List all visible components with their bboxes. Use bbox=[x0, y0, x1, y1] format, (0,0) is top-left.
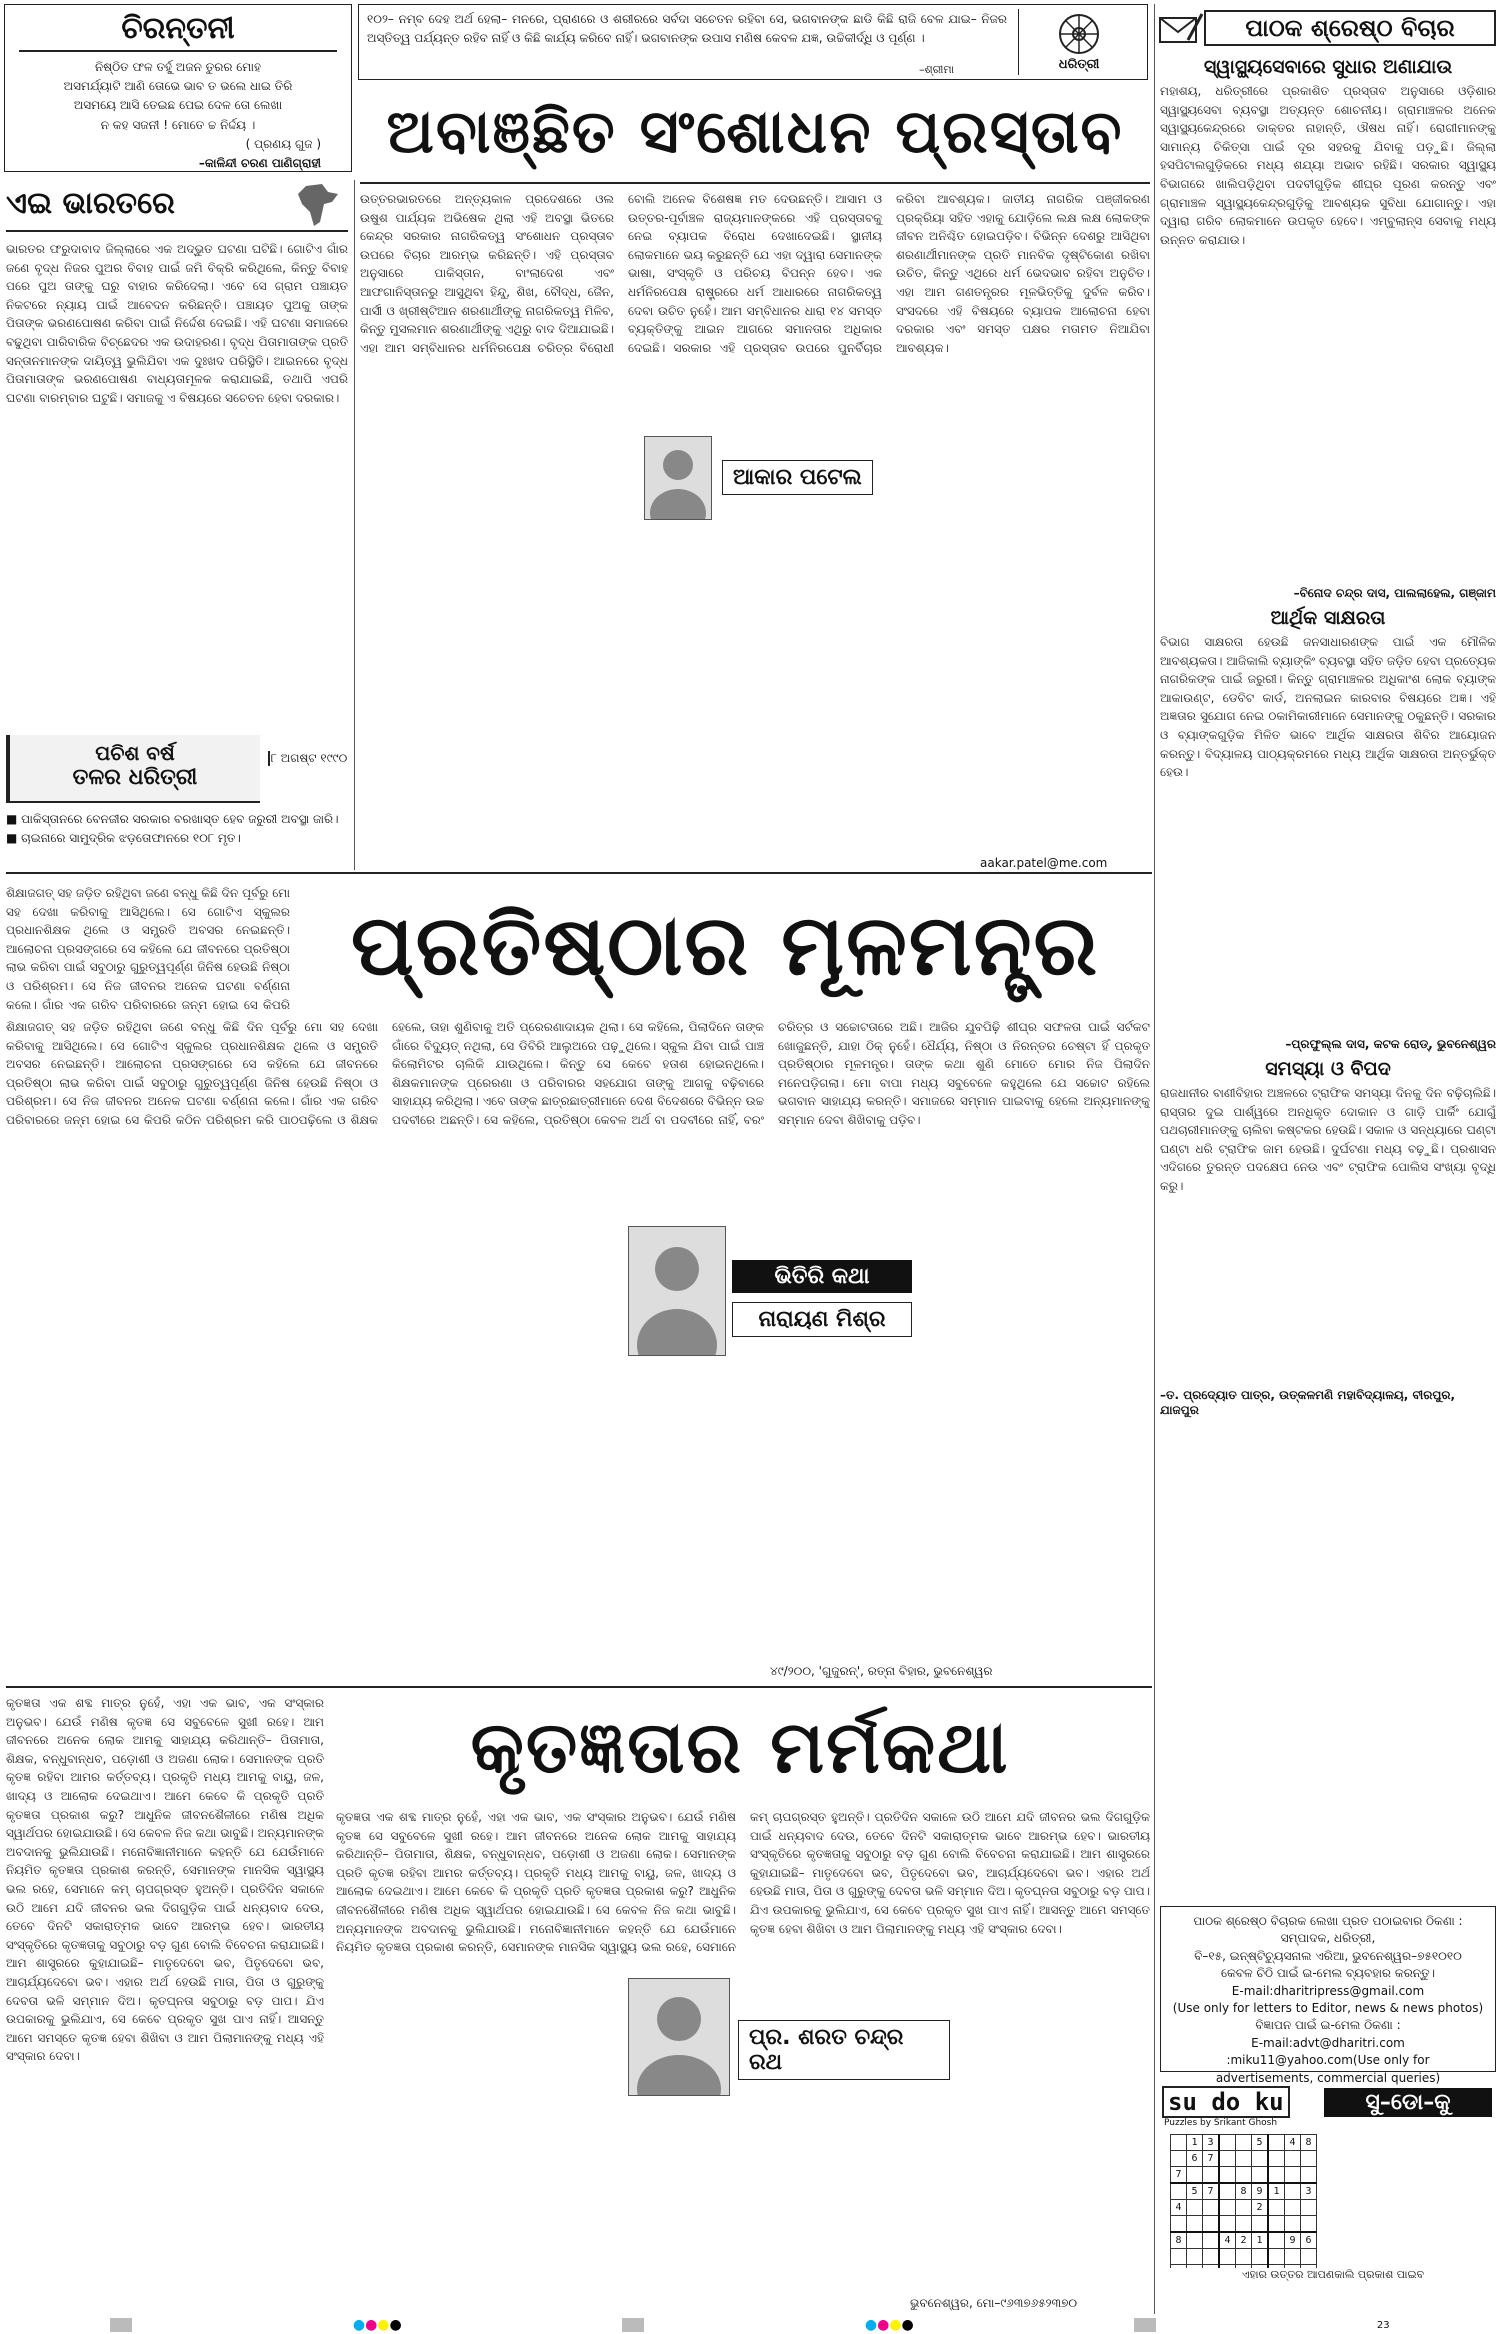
bottom-byline-block bbox=[620, 1970, 950, 2100]
sudoku-cell[interactable] bbox=[1219, 2167, 1236, 2184]
color-dots: ●●●● bbox=[352, 2317, 402, 2333]
sudoku-cell[interactable] bbox=[1236, 2167, 1252, 2184]
sudoku-cell[interactable]: 5 bbox=[1187, 2183, 1203, 2200]
contact-line: ବିଜ୍ଞାପନ ପାଇଁ ଇ-ମେଲ ଠିକଣା : bbox=[1255, 2018, 1401, 2033]
bottom-body: କୃତଜ୍ଞତା ଏକ ଶବ୍ଦ ମାତ୍ର ନୁହେଁ, ଏହା ଏକ ଭାବ, ଏକ ସଂସ୍କାର ଅନୁଭବ। ଯେଉଁ ମଣିଷ କୃତଜ୍ଞ ସେ ସବୁବେଳେ ସୁଖୀ ରହେ। ଆମ ଜୀବନରେ ଅନେକ ଲୋକ ଆମକୁ ସାହାଯ୍ୟ କରିଥାନ୍ତି– ପିତାମାତା, ଶିକ୍ଷକ, ବନ୍ଧୁବାନ୍ଧବ, ପଡ଼ୋଶୀ ଓ ଅଜଣା ଲୋକ। ସେମାନଙ୍କ ପ୍ରତି କୃତଜ୍ଞ ରହିବା ଆମର କର୍ତ୍ତବ୍ୟ। ପ୍ରକୃତି ମଧ୍ୟ ଆମକୁ ବାୟୁ, ଜଳ, ଖାଦ୍ୟ ଓ ଆଲୋକ ଦେଇଥାଏ। ଆମେ କେବେ କି ପ୍ରକୃତି ପ୍ରତି କୃତଜ୍ଞତା ପ୍ରକାଶ କରୁ? ଆଧୁନିକ ଜୀବନଶୈଳୀରେ ମଣିଷ ଅଧିକ ସ୍ୱାର୍ଥପର ହୋଇଯାଉଛି। ସେ କେବଳ ନିଜ କଥା ଭାବୁଛି। ଅନ୍ୟମାନଙ୍କ ଅବଦାନକୁ ଭୁଲିଯାଉଛି। ମନୋବିଜ୍ଞାନୀମାନେ କହନ୍ତି ଯେ ଯେଉଁମାନେ ନିୟମିତ କୃତଜ୍ଞତା ପ୍ରକାଶ କରନ୍ତି, ସେମାନଙ୍କ ମାନସିକ ସ୍ୱାସ୍ଥ୍ୟ ଭଲ ରହେ, ସେମାନେ କମ୍ ଚାପଗ୍ରସ୍ତ ହୁଅନ୍ତି। ପ୍ରତିଦିନ ସକାଳେ ଉଠି ଆମେ ଯଦି ଜୀବନର ଭଲ ଦିଗଗୁଡ଼ିକ ପାଇଁ ଧନ୍ୟବାଦ ଦେଉ, ତେବେ ଦିନଟି ସକାରାତ୍ମକ ଭାବେ ଆରମ୍ଭ ହେବ। ଭାରତୀୟ ସଂସ୍କୃତିରେ କୃତଜ୍ଞତାକୁ ସବୁଠାରୁ ବଡ଼ ଗୁଣ ବୋଲି ବିବେଚନା କରାଯାଇଛି। ଆମ ଶାସ୍ତ୍ରରେ କୁହାଯାଇଛି– ମାତୃଦେବୋ ଭବ, ପିତୃଦେବୋ ଭବ, ଆଚାର୍ଯ୍ୟଦେବୋ ଭବ। ଏହାର ଅର୍ଥ ହେଉଛି ମାତା, ପିତା ଓ ଗୁରୁଙ୍କୁ ଦେବତା ଭଳି ସମ୍ମାନ ଦିଅ। କୃତଘ୍ନତା ସବୁଠାରୁ ବଡ଼ ପାପ। ଯିଏ ଉପକାରକୁ ଭୁଲିଯାଏ, ସେ କେବେ ପ୍ରକୃତ ସୁଖ ପାଏ ନାହିଁ। ଆସନ୍ତୁ ଆମେ ସମସ୍ତେ କୃତଜ୍ଞ ହେବା ଶିଖିବା ଓ ଆମ ପିଲାମାନଙ୍କୁ ମଧ୍ୟ ଏହି ସଂସ୍କାର ଦେବା। bbox=[336, 1810, 1150, 1955]
letter-body: ବିଭାଗ ସାକ୍ଷରତା ହେଉଛି ଜନସାଧାରଣଙ୍କ ପାଇଁ ଏକ ମୌଳିକ ଆବଶ୍ୟକତା। ଆଜିକାଲି ବ୍ୟାଙ୍କିଂ ବ୍ୟବସ୍ଥା ସହିତ ଜଡ଼ିତ ହେବା ପ୍ରତ୍ୟେକ ନାଗରିକଙ୍କ ପାଇଁ ଜରୁରୀ। କିନ୍ତୁ ଗ୍ରାମାଞ୍ଚଳର ଅଧିକାଂଶ ଲୋକ ବ୍ୟାଙ୍କ ଆକାଉଣ୍ଟ, ଡେବିଟ କାର୍ଡ, ଅନଲାଇନ କାରବାର ବିଷୟରେ ଅଜ୍ଞ। ଏହି ଅଜ୍ଞତାର ସୁଯୋଗ ନେଇ ଠକାମିକାରୀମାନେ ସେମାନଙ୍କୁ ଠକୁଛନ୍ତି। ସରକାର ଓ ବ୍ୟାଙ୍କଗୁଡ଼ିକ ମିଳିତ ଭାବେ ଆର୍ଥିକ ସାକ୍ଷରତା ଶିବିର ଆୟୋଜନ କରନ୍ତୁ। ବିଦ୍ୟାଳୟ ପାଠ୍ୟକ୍ରମରେ ମଧ୍ୟ ଆର୍ଥିକ ସାକ୍ଷରତା ଅନ୍ତର୍ଭୁକ୍ତ ହେଉ। bbox=[1160, 635, 1496, 780]
column-divider bbox=[1154, 4, 1155, 2314]
twentyfive-item: ପାକିସ୍ତାନରେ ବେନଜୀର ସରକାର ବରଖାସ୍ତ ହେବ ଜରୁରୀ ଅବସ୍ଥା ଜାରି। bbox=[21, 812, 339, 826]
sudoku-cell[interactable] bbox=[1252, 2167, 1269, 2184]
sudoku-cell[interactable] bbox=[1203, 2200, 1220, 2216]
sudoku-cell[interactable] bbox=[1187, 2249, 1203, 2265]
sudoku-cell[interactable] bbox=[1268, 2200, 1285, 2216]
sudoku-cell[interactable] bbox=[1219, 2151, 1236, 2167]
person-silhouette-icon bbox=[629, 1227, 725, 1355]
sudoku-cell[interactable] bbox=[1203, 2249, 1220, 2265]
sudoku-cell[interactable]: 4 bbox=[1285, 2135, 1301, 2151]
sudoku-cell[interactable]: 4 bbox=[1219, 2232, 1236, 2249]
sudoku-cell[interactable]: 7 bbox=[1203, 2151, 1220, 2167]
author-photo bbox=[628, 1978, 730, 2096]
contact-box bbox=[1160, 1906, 1496, 2085]
middle-body: ଶିକ୍ଷାଜଗତ୍ ସହ ଜଡ଼ିତ ରହିଥିବା ଜଣେ ବନ୍ଧୁ କିଛି ଦିନ ପୂର୍ବରୁ ମୋ ସହ ଦେଖା କରିବାକୁ ଆସିଥିଲେ। ସେ ଗୋଟିଏ ସ୍କୁଲର ପ୍ରଧାନଶିକ୍ଷକ ଥିଲେ ଓ ସମ୍ପ୍ରତି ଅବସର ନେଇଛନ୍ତି। ଆଲୋଚନା ପ୍ରସଙ୍ଗରେ ସେ କହିଲେ ଯେ ଜୀବନରେ ପ୍ରତିଷ୍ଠା ଲାଭ କରିବା ପାଇଁ ସବୁଠାରୁ ଗୁରୁତ୍ୱପୂର୍ଣ୍ଣ ଜିନିଷ ହେଉଛି ନିଷ୍ଠା ଓ ପରିଶ୍ରମ। ସେ ନିଜ ଜୀବନର ଅନେକ ଘଟଣା ବର୍ଣ୍ଣନା କଲେ। ଗାଁର ଏକ ଗରିବ ପରିବାରରେ ଜନ୍ମ ହୋଇ ସେ କିପରି କଠିନ ପରିଶ୍ରମ କରି ପାଠପଢ଼ିଲେ ଓ ଶିକ୍ଷକ ହେଲେ, ତାହା ଶୁଣିବାକୁ ଅତି ପ୍ରେରଣାଦାୟକ ଥିଲା। ସେ କହିଲେ, ପିଲାଦିନେ ତାଙ୍କ ଗାଁରେ ବିଦ୍ୟୁତ୍ ନଥିଲା, ସେ ଡିବିରି ଆଲୁଅରେ ପଢ଼ୁଥିଲେ। ସ୍କୁଲ ଯିବା ପାଇଁ ପାଞ୍ଚ କିଲୋମିଟର ଚାଲିକି ଯାଉଥିଲେ। କିନ୍ତୁ ସେ କେବେ ହତାଶ ହୋଇନଥିଲେ। ଶିକ୍ଷକମାନଙ୍କ ପ୍ରେରଣା ଓ ପରିବାରର ସହଯୋଗ ତାଙ୍କୁ ଆଗକୁ ବଢ଼ିବାରେ ସାହାଯ୍ୟ କରିଥିଲା। ଏବେ ତାଙ୍କ ଛାତ୍ରଛାତ୍ରୀମାନେ ଦେଶ ବିଦେଶରେ ବିଭିନ୍ନ ଉଚ୍ଚ ପଦବୀରେ ଅଛନ୍ତି। ସେ କହିଲେ, ପ୍ରତିଷ୍ଠା କେବଳ ଅର୍ଥ ବା ପଦବୀରେ ନାହିଁ, ବରଂ ଚରିତ୍ର ଓ ସଚ୍ଚୋଟତାରେ ଅଛି। ଆଜିର ଯୁବପିଢ଼ି ଶୀଘ୍ର ସଫଳତା ପାଇଁ ସର୍ଟକଟ ଖୋଜୁଛନ୍ତି, ଯାହା ଠିକ୍ ନୁହେଁ। ଧୈର୍ଯ୍ୟ, ନିଷ୍ଠା ଓ ନିରନ୍ତର ଚେଷ୍ଟା ହିଁ ପ୍ରକୃତ ପ୍ରତିଷ୍ଠାର ମୂଳମନ୍ତ୍ର। ତାଙ୍କ କଥା ଶୁଣି ମୋତେ ମୋର ନିଜ ପିଲାଦିନ ମନେପଡ଼ିଗଲା। ମୋ ବାପା ମଧ୍ୟ ସବୁବେଳେ କହୁଥିଲେ ଯେ ସଚ୍ଚୋଟ ରହିଲେ ଭଗବାନ ସାହାଯ୍ୟ କରନ୍ତି। ସମାଜରେ ସମ୍ମାନ ପାଇବାକୁ ହେଲେ ଅନ୍ୟମାନଙ୍କୁ ସମ୍ମାନ ଦେବା ଶିଖିବାକୁ ପଡ଼ିବ। bbox=[6, 1020, 1150, 1127]
sudoku-cell[interactable] bbox=[1219, 2249, 1236, 2265]
letters-column bbox=[1160, 56, 1496, 1426]
contact-line: advertisements, commercial queries) bbox=[1215, 2070, 1441, 2085]
sudoku-caption: ଏହାର ଉତ୍ତର ଆପଣକାଲି ପ୍ରକାଶ ପାଇବ bbox=[1241, 2268, 1425, 2281]
sudoku-cell[interactable]: 1 bbox=[1268, 2183, 1285, 2200]
sudoku-cell[interactable] bbox=[1285, 2249, 1301, 2265]
middle-byline: ନାରାୟଣ ମିଶ୍ର bbox=[732, 1302, 912, 1337]
sudoku-row bbox=[1171, 2249, 1317, 2265]
twentyfive-item: ଚାଇନାରେ ସାମୁଦ୍ରିକ ଝଡ଼ତୋଫାନରେ ୧୦୮ ମୃତ। bbox=[21, 830, 241, 845]
twentyfive-subtitle: ତଳର ଧରିତ୍ରୀ bbox=[72, 765, 198, 790]
sudoku-cell[interactable]: 8 bbox=[1236, 2183, 1252, 2200]
sudoku-cell[interactable]: 3 bbox=[1301, 2183, 1317, 2200]
sudoku-row bbox=[1171, 2183, 1317, 2200]
color-dots: ●●●● bbox=[864, 2317, 914, 2333]
sudoku-cell[interactable] bbox=[1285, 2151, 1301, 2167]
sudoku-cell[interactable] bbox=[1268, 2249, 1285, 2265]
sudoku-cell[interactable] bbox=[1301, 2200, 1317, 2216]
quote-box-title: ଚିରନ୍ତନୀ bbox=[19, 5, 337, 52]
contact-line: (Use only for letters to Editor, news & news photos) bbox=[1172, 2000, 1484, 2015]
list-item: ■ ଚାଇନାରେ ସାମୁଦ୍ରିକ ଝଡ଼ତୋଫାନରେ ୧୦୮ ମୃତ। bbox=[6, 830, 241, 845]
quote-line: ଅସମୟେ ଆସି ତେଇଛ ପେଇ ଦେଳ ତୋ ଲେଖା bbox=[73, 98, 283, 113]
sudoku-cell[interactable]: 9 bbox=[1252, 2183, 1269, 2200]
india-map-icon bbox=[292, 182, 342, 228]
sudoku-logo: su do ku bbox=[1162, 2086, 1290, 2118]
sudoku-cell[interactable]: 6 bbox=[1301, 2232, 1317, 2249]
author-photo bbox=[644, 436, 712, 520]
sudoku-title: ସୁ–ଡୋ–କୁ bbox=[1324, 2088, 1492, 2117]
sudoku-cell[interactable] bbox=[1203, 2232, 1220, 2249]
sudoku-cell[interactable]: 6 bbox=[1187, 2151, 1203, 2167]
contact-line: ବି–୧୫, ଇନ୍ଷ୍ଟିଚ୍ୟୁସନାଲ ଏରିଆ, ଭୁବନେଶ୍ୱର–୭୫୧୦୧୦ bbox=[1194, 1948, 1462, 1963]
sudoku-row bbox=[1171, 2216, 1317, 2233]
masthead-quote bbox=[358, 4, 1148, 80]
twentyfive-box bbox=[6, 735, 348, 807]
bharat-header bbox=[6, 180, 348, 232]
editorial-email: aakar.patel@me.com bbox=[980, 856, 1108, 870]
envelope-pen-icon bbox=[1158, 10, 1204, 46]
logo-area bbox=[1018, 9, 1139, 75]
sudoku-row bbox=[1171, 2232, 1317, 2249]
sudoku-cell[interactable] bbox=[1268, 2232, 1285, 2249]
sudoku-cell[interactable]: 7 bbox=[1171, 2167, 1187, 2184]
divider bbox=[6, 872, 1152, 874]
sudoku-cell[interactable] bbox=[1301, 2249, 1317, 2265]
middle-lead: ଶିକ୍ଷାଜଗତ୍ ସହ ଜଡ଼ିତ ରହିଥିବା ଜଣେ ବନ୍ଧୁ କିଛି ଦିନ ପୂର୍ବରୁ ମୋ ସହ ଦେଖା କରିବାକୁ ଆସିଥିଲେ। ସେ ଗୋଟିଏ ସ୍କୁଲର ପ୍ରଧାନଶିକ୍ଷକ ଥିଲେ ଓ ସମ୍ପ୍ରତି ଅବସର ନେଇଛନ୍ତି। ଆଲୋଚନା ପ୍ରସଙ୍ଗରେ ସେ କହିଲେ ଯେ ଜୀବନରେ ପ୍ରତିଷ୍ଠା ଲାଭ କରିବା ପାଇଁ ସବୁଠାରୁ ଗୁରୁତ୍ୱପୂର୍ଣ୍ଣ ଜିନିଷ ହେଉଛି ନିଷ୍ଠା ଓ ପରିଶ୍ରମ। ସେ ନିଜ ଜୀବନର ଅନେକ ଘଟଣା ବର୍ଣ୍ଣନା କଲେ। ଗାଁର ଏକ ଗରିବ ପରିବାରରେ ଜନ୍ମ ହୋଇ ସେ କିପରି bbox=[6, 886, 290, 1012]
column-divider bbox=[354, 180, 355, 870]
list-item: ■ ପାକିସ୍ତାନରେ ବେନଜୀର ସରକାର ବରଖାସ୍ତ ହେବ ଜରୁରୀ ଅବସ୍ଥା ଜାରି। bbox=[6, 812, 339, 826]
sudoku-cell[interactable] bbox=[1187, 2216, 1203, 2233]
sudoku-cell[interactable]: 9 bbox=[1285, 2232, 1301, 2249]
sudoku-cell[interactable] bbox=[1252, 2151, 1269, 2167]
sudoku-cell[interactable] bbox=[1171, 2249, 1187, 2265]
sudoku-cell[interactable] bbox=[1285, 2216, 1301, 2233]
page-number: 23 bbox=[1376, 2319, 1390, 2331]
sudoku-cell[interactable] bbox=[1285, 2183, 1301, 2200]
contact-line: ସମ୍ପାଦକ, ଧରିତ୍ରୀ, bbox=[1280, 1931, 1376, 1946]
sudoku-cell[interactable] bbox=[1268, 2216, 1285, 2233]
readers-header-title: ପାଠକ ଶ୍ରେଷ୍ଠ ବିଚାର bbox=[1204, 10, 1496, 46]
letter-author: –ପ୍ରଫୁଲ୍ଲ ଦାସ, କଟକ ରୋଡ୍, ଭୁବନେଶ୍ୱର bbox=[1285, 1037, 1496, 1051]
sudoku-cell[interactable] bbox=[1268, 2135, 1285, 2151]
sudoku-cell[interactable]: 8 bbox=[1171, 2232, 1187, 2249]
bottom-byline: ପ୍ର. ଶରତ ଚନ୍ଦ୍ର ରଥ bbox=[738, 2020, 950, 2080]
author-photo bbox=[628, 1226, 726, 1356]
registration-mark bbox=[1134, 2318, 1156, 2332]
sudoku-row bbox=[1171, 2200, 1317, 2216]
twentyfive-date: ୮ ଅଗଷ୍ଟ ୧୯୯୦ bbox=[268, 751, 348, 766]
divider bbox=[6, 1686, 1152, 1688]
letter-title: ସ୍ୱାସ୍ଥ୍ୟସେବାରେ ସୁଧାର ଅଣାଯାଉ bbox=[1203, 56, 1453, 78]
advt-email-link-2[interactable]: :miku11@yahoo.com(Use only for bbox=[1226, 2053, 1430, 2068]
letter-body: ରାଜଧାନୀର ବାଣୀବିହାର ଅଞ୍ଚଳରେ ଟ୍ରାଫିକ ସମସ୍ୟା ଦିନକୁ ଦିନ ବଢ଼ିଚାଲିଛି। ରାସ୍ତାର ଦୁଇ ପାର୍ଶ୍ୱରେ ଅନଧିକୃତ ଦୋକାନ ଓ ଗାଡ଼ି ପାର୍କିଂ ଯୋଗୁଁ ପଥଚାରୀମାନଙ୍କୁ ଚାଲିବା କଷ୍ଟକର ହେଉଛି। ସକାଳ ଓ ସନ୍ଧ୍ୟାରେ ଘଣ୍ଟା ଘଣ୍ଟା ଧରି ଟ୍ରାଫିକ ଜାମ ହେଉଛି। ଦୁର୍ଘଟଣା ମଧ୍ୟ ବଢ଼ୁଛି। ପ୍ରଶାସନ ଏଦିଗରେ ତୁରନ୍ତ ପଦକ୍ଷେପ ନେଉ ଏବଂ ଟ୍ରାଫିକ ପୋଲିସ ସଂଖ୍ୟା ବୃଦ୍ଧି କରୁ। bbox=[1160, 1086, 1496, 1193]
bharat-title: ଏଇ ଭାରତରେ bbox=[6, 186, 175, 221]
sudoku-cell[interactable] bbox=[1268, 2151, 1285, 2167]
quote-line: ଅସମର୍ଯ୍ୟାଟି ଆଣି ତୋଭେ ଭାବ ତ ଭଲେ ଧାଇ ତିରି bbox=[63, 79, 293, 94]
twentyfive-list bbox=[6, 810, 348, 847]
advt-email-link[interactable]: E-mail:advt@dharitri.com bbox=[1251, 2035, 1405, 2050]
sudoku-cell[interactable] bbox=[1236, 2216, 1252, 2233]
sudoku-cell[interactable] bbox=[1301, 2167, 1317, 2184]
masthead-quote-text: ୧୦୨– ନମ୍ବ ଦେହ ଅର୍ଥ ହେଲା– ମନରେ, ପ୍ରାଣରେ ଓ ଶରୀରରେ ସର୍ବଦା ସଚେତନ ରହିବା ସେ, ଭଗବାନଙ୍କ ଛାଡି କିଛି ରାଜି ବେଳ ଯାଇ– ନିଜର ଅସ୍ତିତ୍ୱ ପର୍ଯ୍ୟନ୍ତ ରହିବ ନାହିଁ ଓ କିଛି କାର୍ଯ୍ୟ କରିବେ ନାହିଁ। ଭଗବାନଙ୍କ ଉପାସ ମଣିଷ କେବଳ ଯଜ୍ଞ, ଉଚ୍ଚିକୀର୍ଦ୍ଧି ଓ ପୂର୍ଣ୍ଣ । bbox=[367, 12, 1007, 45]
twentyfive-title: ପଚିଶ ବର୍ଷ bbox=[95, 741, 175, 765]
bottom-signoff: ଭୁବନେଶ୍ୱର, ମୋ–୯୬୩୭୬୫୨୩୭୦ bbox=[910, 2296, 1078, 2310]
middle-byline-block bbox=[620, 1210, 920, 1370]
person-silhouette-icon bbox=[645, 437, 711, 519]
sudoku-cell[interactable] bbox=[1219, 2135, 1236, 2151]
sudoku-row bbox=[1171, 2167, 1317, 2184]
sudoku-cell[interactable] bbox=[1252, 2249, 1269, 2265]
bharat-body: ଭାରତର ଫରୁଦାବାଦ ଜିଲ୍ଲାରେ ଏକ ଅଦ୍ଭୁତ ଘଟଣା ଘଟିଛି। ଗୋଟିଏ ଗାଁର ଜଣେ ବୃଦ୍ଧ ନିଜର ପୁଅର ବିବାହ ପାଇଁ ଜମି ବିକ୍ରି କରିଥିଲେ, କିନ୍ତୁ ବିବାହ ପରେ ପୁଅ ତାଙ୍କୁ ଘରୁ ବାହାର କରିଦେଲା। ଏବେ ସେ ଗ୍ରାମ ପଞ୍ଚାୟତ ନିକଟରେ ନ୍ୟାୟ ପାଇଁ ଆବେଦନ କରିଛନ୍ତି। ପଞ୍ଚାୟତ ପୁଅକୁ ତାଙ୍କ ପିତାଙ୍କ ଭରଣପୋଷଣ କରିବା ପାଇଁ ନିର୍ଦ୍ଦେଶ ଦେଇଛି। ଏହି ଘଟଣା ସମାଜରେ ବଢୁଥିବା ପାରିବାରିକ ବିଚ୍ଛେଦର ଏକ ଉଦାହରଣ। ବୃଦ୍ଧ ପିତାମାତାଙ୍କ ପ୍ରତି ସନ୍ତାନମାନଙ୍କ ଦାୟିତ୍ୱ ଭୁଲିଯିବା ଏକ ଦୁଃଖଦ ପରିସ୍ଥିତି। ଆଇନରେ ବୃଦ୍ଧ ପିତାମାତାଙ୍କ ଭରଣପୋଷଣ ବାଧ୍ୟତାମୂଳକ କରାଯାଇଛି, ତଥାପି ଏପରି ଘଟଣା ବାରମ୍ବାର ଘଟୁଛି। ସମାଜକୁ ଏ ବିଷୟରେ ସଚେତନ ହେବା ଦରକାର। bbox=[6, 242, 348, 405]
sudoku-cell[interactable] bbox=[1285, 2200, 1301, 2216]
registration-mark bbox=[110, 2318, 132, 2332]
sudoku-footer bbox=[1170, 2268, 1496, 2282]
sudoku-cell[interactable] bbox=[1252, 2216, 1269, 2233]
quote-author: –କାଳିନ୍ଦୀ ଚରଣ ପାଣିଗ୍ରାହୀ bbox=[198, 155, 321, 170]
divider bbox=[360, 182, 1150, 184]
sudoku-cell[interactable] bbox=[1219, 2200, 1236, 2216]
masthead-quote-source: –ଶ୍ରୀମା bbox=[919, 63, 955, 76]
sudoku-cell[interactable]: 3 bbox=[1203, 2135, 1220, 2151]
sudoku-cell[interactable]: 4 bbox=[1171, 2200, 1187, 2216]
twentyfive-banner bbox=[6, 735, 260, 803]
sudoku-cell[interactable] bbox=[1268, 2167, 1285, 2184]
sudoku-cell[interactable] bbox=[1171, 2183, 1187, 2200]
sudoku-cell[interactable] bbox=[1236, 2200, 1252, 2216]
logo-text: ଧରିତ୍ରୀ bbox=[1058, 57, 1100, 72]
sudoku-cell[interactable] bbox=[1187, 2167, 1203, 2184]
bottom-lead: କୃତଜ୍ଞତା ଏକ ଶବ୍ଦ ମାତ୍ର ନୁହେଁ, ଏହା ଏକ ଭାବ, ଏକ ସଂସ୍କାର ଅନୁଭବ। ଯେଉଁ ମଣିଷ କୃତଜ୍ଞ ସେ ସବୁବେଳେ ସୁଖୀ ରହେ। ଆମ ଜୀବନରେ ଅନେକ ଲୋକ ଆମକୁ ସାହାଯ୍ୟ କରିଥାନ୍ତି– ପିତାମାତା, ଶିକ୍ଷକ, ବନ୍ଧୁବାନ୍ଧବ, ପଡ଼ୋଶୀ ଓ ଅଜଣା ଲୋକ। ସେମାନଙ୍କ ପ୍ରତି କୃତଜ୍ଞ ରହିବା ଆମର କର୍ତ୍ତବ୍ୟ। ପ୍ରକୃତି ମଧ୍ୟ ଆମକୁ ବାୟୁ, ଜଳ, ଖାଦ୍ୟ ଓ ଆଲୋକ ଦେଇଥାଏ। ଆମେ କେବେ କି ପ୍ରକୃତି ପ୍ରତି କୃତଜ୍ଞତା ପ୍ରକାଶ କରୁ? ଆଧୁନିକ ଜୀବନଶୈଳୀରେ ମଣିଷ ଅଧିକ ସ୍ୱାର୍ଥପର ହୋଇଯାଉଛି। ସେ କେବଳ ନିଜ କଥା ଭାବୁଛି। ଅନ୍ୟମାନଙ୍କ ଅବଦାନକୁ ଭୁଲିଯାଉଛି। ମନୋବିଜ୍ଞାନୀମାନେ କହନ୍ତି ଯେ ଯେଉଁମାନେ ନିୟମିତ କୃତଜ୍ଞତା ପ୍ରକାଶ କରନ୍ତି, ସେମାନଙ୍କ ମାନସିକ ସ୍ୱାସ୍ଥ୍ୟ ଭଲ ରହେ, ସେମାନେ କମ୍ ଚାପଗ୍ରସ୍ତ ହୁଅନ୍ତି। ପ୍ରତିଦିନ ସକାଳେ ଉଠି ଆମେ ଯଦି ଜୀବନର ଭଲ ଦିଗଗୁଡ଼ିକ ପାଇଁ ଧନ୍ୟବାଦ ଦେଉ, ତେବେ ଦିନଟି ସକାରାତ୍ମକ ଭାବେ ଆରମ୍ଭ ହେବ। ଭାରତୀୟ ସଂସ୍କୃତିରେ କୃତଜ୍ଞତାକୁ ସବୁଠାରୁ ବଡ଼ ଗୁଣ ବୋଲି ବିବେଚନା କରାଯାଇଛି। ଆମ ଶାସ୍ତ୍ରରେ କୁହାଯାଇଛି– ମାତୃଦେବୋ ଭବ, ପିତୃଦେବୋ ଭବ, ଆଚାର୍ଯ୍ୟଦେବୋ ଭବ। ଏହାର ଅର୍ଥ ହେଉଛି ମାତା, ପିତା ଓ ଗୁରୁଙ୍କୁ ଦେବତା ଭଳି ସମ୍ମାନ ଦିଅ। କୃତଘ୍ନତା ସବୁଠାରୁ ବଡ଼ ପାପ। ଯିଏ ଉପକାରକୁ ଭୁଲିଯାଏ, ସେ କେବେ ପ୍ରକୃତ ସୁଖ ପାଏ ନାହିଁ। ଆସନ୍ତୁ ଆମେ ସମସ୍ତେ କୃତଜ୍ଞ ହେବା ଶିଖିବା ଓ ଆମ ପିଲାମାନଙ୍କୁ ମଧ୍ୟ ଏହି ସଂସ୍କାର ଦେବା। bbox=[6, 1696, 324, 2064]
sudoku-row bbox=[1171, 2151, 1317, 2167]
editorial-byline-block bbox=[636, 432, 918, 522]
sudoku-cell[interactable]: 2 bbox=[1236, 2232, 1252, 2249]
sudoku-cell[interactable] bbox=[1236, 2135, 1252, 2151]
sudoku-cell[interactable] bbox=[1171, 2135, 1187, 2151]
sudoku-cell[interactable]: 8 bbox=[1301, 2135, 1317, 2151]
sudoku-cell[interactable] bbox=[1301, 2216, 1317, 2233]
editorial-byline: ଆକାର ପଟେଲ bbox=[722, 460, 873, 495]
registration-mark bbox=[622, 2318, 644, 2332]
sudoku-cell[interactable] bbox=[1219, 2216, 1236, 2233]
sudoku-cell[interactable]: 2 bbox=[1252, 2200, 1269, 2216]
sudoku-cell[interactable] bbox=[1236, 2151, 1252, 2167]
quote-subtitle: ( ପ୍ରଣୟ ଗୁଜ ) bbox=[245, 136, 321, 151]
sudoku-cell[interactable] bbox=[1171, 2151, 1187, 2167]
sudoku-row bbox=[1171, 2135, 1317, 2151]
sudoku-grid bbox=[1170, 2134, 1317, 2281]
bottom-headline: କୃତଜ୍ଞତାର ମର୍ମକଥା bbox=[470, 1705, 1010, 1789]
sudoku-cell[interactable]: 1 bbox=[1187, 2135, 1203, 2151]
letter-title: ଆର୍ଥିକ ସାକ୍ଷରତା bbox=[1270, 607, 1386, 629]
sudoku-cell[interactable] bbox=[1301, 2151, 1317, 2167]
contact-line: କେବଳ ଚିଠି ପାଇଁ ଇ-ମେଲ ବ୍ୟବହାର କରନ୍ତୁ। bbox=[1220, 1966, 1436, 1981]
sudoku-cell[interactable] bbox=[1187, 2200, 1203, 2216]
sudoku-cell[interactable] bbox=[1219, 2183, 1236, 2200]
readers-header bbox=[1158, 6, 1496, 50]
editorial-body: ଉତ୍ତରଭାରତରେ ଅନ୍ତ୍ୟକାଳ ପ୍ରଦେଶରେ ଓଲ ଉଷୁଶ ପାର୍ଯ୍ୟକ ଅଭିଷେକ ଥିଲା ଏହି ଅବସ୍ଥା ଭିତରେ କେନ୍ଦ୍ର ସରକାର ନାଗରିକତ୍ୱ ସଂଶୋଧନ ପ୍ରସ୍ତାବ ଉପରେ ବିଚାର ଆରମ୍ଭ କରିଛନ୍ତି। ଏହି ପ୍ରସ୍ତାବ ଅନୁସାରେ ପାକିସ୍ତାନ, ବାଂଲାଦେଶ ଏବଂ ଆଫଗାନିସ୍ତାନରୁ ଆସୁଥିବା ହିନ୍ଦୁ, ଶିଖ, ବୌଦ୍ଧ, ଜୈନ, ପାର୍ସୀ ଓ ଖ୍ରୀଷ୍ଟିଆନ ଶରଣାର୍ଥୀଙ୍କୁ ନାଗରିକତ୍ୱ ମିଳିବ, କିନ୍ତୁ ମୁସଲମାନ ଶରଣାର୍ଥୀଙ୍କୁ ଏଥିରୁ ବାଦ ଦିଆଯାଇଛି। ଏହା ଆମ ସମ୍ବିଧାନର ଧର୍ମନିରପେକ୍ଷ ଚରିତ୍ର ବିରୋଧୀ ବୋଲି ଅନେକ ବିଶେଷଜ୍ଞ ମତ ଦେଉଛନ୍ତି। ଆସାମ ଓ ଉତ୍ତର-ପୂର୍ବାଞ୍ଚଳ ରାଜ୍ୟମାନଙ୍କରେ ଏହି ପ୍ରସ୍ତାବକୁ ନେଇ ବ୍ୟାପକ ବିରୋଧ ଦେଖାଦେଇଛି। ସ୍ଥାନୀୟ ଲୋକମାନେ ଭୟ କରୁଛନ୍ତି ଯେ ଏହା ଦ୍ୱାରା ସେମାନଙ୍କ ଭାଷା, ସଂସ୍କୃତି ଓ ପରିଚୟ ବିପନ୍ନ ହେବ। ଏକ ଧର୍ମନିରପେକ୍ଷ ରାଷ୍ଟ୍ରରେ ଧର୍ମ ଆଧାରରେ ନାଗରିକତ୍ୱ ଦେବା ଉଚିତ ନୁହେଁ। ଆମ ସମ୍ବିଧାନର ଧାରା ୧୪ ସମସ୍ତ ବ୍ୟକ୍ତିଙ୍କୁ ଆଇନ ଆଗରେ ସମାନତାର ଅଧିକାର ଦେଇଛି। ସରକାର ଏହି ପ୍ରସ୍ତାବ ଉପରେ ପୁନର୍ବିଚାର କରିବା ଆବଶ୍ୟକ। ଜାତୀୟ ନାଗରିକ ପଞ୍ଜୀକରଣ ପ୍ରକ୍ରିୟା ସହିତ ଏହାକୁ ଯୋଡ଼ିଲେ ଲକ୍ଷ ଲକ୍ଷ ଲୋକଙ୍କ ଜୀବନ ଅନିଶ୍ଚିତ ହୋଇପଡ଼ିବ। ବିଭିନ୍ନ ଦେଶରୁ ଆସିଥିବା ଶରଣାର୍ଥୀମାନଙ୍କ ପ୍ରତି ମାନବିକ ଦୃଷ୍ଟିକୋଣ ରଖିବା ଉଚିତ, କିନ୍ତୁ ଏଥିରେ ଧର୍ମ ଭେଦଭାବ ରହିବା ଅନୁଚିତ। ଏହା ଆମ ଗଣତନ୍ତ୍ରର ମୂଳଭିତ୍ତିକୁ ଦୁର୍ବଳ କରିବ। ସଂସଦରେ ଏହି ବିଷୟରେ ବ୍ୟାପକ ଆଲୋଚନା ହେବା ଦରକାର ଏବଂ ସମସ୍ତ ପକ୍ଷର ମତାମତ ନିଆଯିବା ଆବଶ୍ୟକ। bbox=[360, 192, 1150, 355]
sudoku-cell[interactable] bbox=[1203, 2216, 1220, 2233]
quote-line: ନ କହ ସଜନୀ ! ମୋତେ ଚ୍ଚ ନିର୍ଦ୍ଦୟ । bbox=[100, 117, 256, 132]
editorial-headline: ଅବାଞ୍ଛିତ ସଂଶୋଧନ ପ୍ରସ୍ତାବ bbox=[386, 97, 1124, 167]
contact-line: ପାଠକ ଶ୍ରେଷ୍ଠ ବିଚାରକ ଲେଖା ପ୍ରତ ପଠାଇବାର ଠିକଣା : bbox=[1193, 1914, 1463, 1928]
quote-lines bbox=[5, 52, 351, 173]
sudoku-cell[interactable] bbox=[1171, 2216, 1187, 2233]
sudoku-board bbox=[1170, 2134, 1317, 2281]
middle-column-label: ଭିତିରି କଥା bbox=[732, 1260, 912, 1293]
sudoku-byline: Puzzles by Srikant Ghosh bbox=[1164, 2118, 1278, 2128]
sudoku-cell[interactable] bbox=[1203, 2167, 1220, 2184]
middle-signoff: ୪୯/୨୦୦, 'ଗୁଜୁରନ୍', ରତ୍ନା ବିହାର, ଭୁବନେଶ୍ୱର bbox=[770, 1664, 993, 1678]
quote-line: ନିଷ୍ଠିତ ଫଳ ତର୍ହୁ ଅଜନ ତୁରର ମୋହ bbox=[95, 60, 261, 74]
letter-body: ମହାଶୟ, ଧରିତ୍ରୀରେ ପ୍ରକାଶିତ ପ୍ରସ୍ତାବ ଅନୁସାରେ ଓଡ଼ିଶାର ସ୍ୱାସ୍ଥ୍ୟସେବା ବ୍ୟବସ୍ଥା ଅତ୍ୟନ୍ତ ଶୋଚନୀୟ। ଗ୍ରାମାଞ୍ଚଳର ଅନେକ ସ୍ୱାସ୍ଥ୍ୟକେନ୍ଦ୍ରରେ ଡାକ୍ତର ନାହାନ୍ତି, ଔଷଧ ନାହିଁ। ରୋଗୀମାନଙ୍କୁ ସାମାନ୍ୟ ଚିକିତ୍ସା ପାଇଁ ଦୂର ସହରକୁ ଯିବାକୁ ପଡ଼ୁଛି। ଜିଲ୍ଲା ହସପିଟାଲଗୁଡ଼ିକରେ ମଧ୍ୟ ଶଯ୍ୟା ଅଭାବ ରହିଛି। ସରକାର ସ୍ୱାସ୍ଥ୍ୟ ବିଭାଗରେ ଖାଲିପଡ଼ିଥିବା ପଦବୀଗୁଡ଼ିକ ଶୀଘ୍ର ପୂରଣ କରନ୍ତୁ ଏବଂ ଗ୍ରାମାଞ୍ଚଳ ସ୍ୱାସ୍ଥ୍ୟକେନ୍ଦ୍ରଗୁଡ଼ିକୁ ଆବଶ୍ୟକ ସୁବିଧା ଯୋଗାନ୍ତୁ। ଏହା ଦ୍ୱାରା ଗରିବ ଲୋକମାନେ ଉପକୃତ ହେବେ। ଏମ୍ବୁଲାନ୍ସ ସେବାକୁ ମଧ୍ୟ ଉନ୍ନତ କରାଯାଉ। bbox=[1160, 84, 1496, 247]
sudoku-cell[interactable] bbox=[1285, 2167, 1301, 2184]
sudoku-header bbox=[1162, 2086, 1492, 2134]
letter-author: –ତ. ପ୍ରଦ୍ୟୋତ ପାତ୍ର, ଉତ୍କଳମଣି ମହାବିଦ୍ୟାଳୟ, ବୀରପୁର, ଯାଜପୁର bbox=[1160, 1388, 1456, 1417]
letter-author: –ବିନୋଦ ଚନ୍ଦ୍ର ଦାସ, ପାଲଲାହେଲ, ଗଞ୍ଜାମ bbox=[1293, 586, 1496, 600]
sun-wheel-icon bbox=[1051, 11, 1107, 57]
sudoku-cell[interactable] bbox=[1236, 2249, 1252, 2265]
sudoku-cell[interactable]: 5 bbox=[1252, 2135, 1269, 2151]
sudoku-cell[interactable]: 7 bbox=[1203, 2183, 1220, 2200]
editor-email-link[interactable]: E-mail:dharitripress@gmail.com bbox=[1231, 1983, 1425, 1998]
quote-box bbox=[4, 4, 352, 172]
letter-title: ସମସ୍ୟା ଓ ବିପଦ bbox=[1265, 1058, 1391, 1080]
person-silhouette-icon bbox=[629, 1979, 729, 2095]
sudoku-cell[interactable] bbox=[1187, 2232, 1203, 2249]
middle-headline: ପ୍ରତିଷ୍ଠାର ମୂଳମନ୍ତ୍ର bbox=[350, 896, 1100, 994]
print-marks bbox=[0, 2316, 1500, 2334]
sudoku-cell[interactable]: 1 bbox=[1252, 2232, 1269, 2249]
